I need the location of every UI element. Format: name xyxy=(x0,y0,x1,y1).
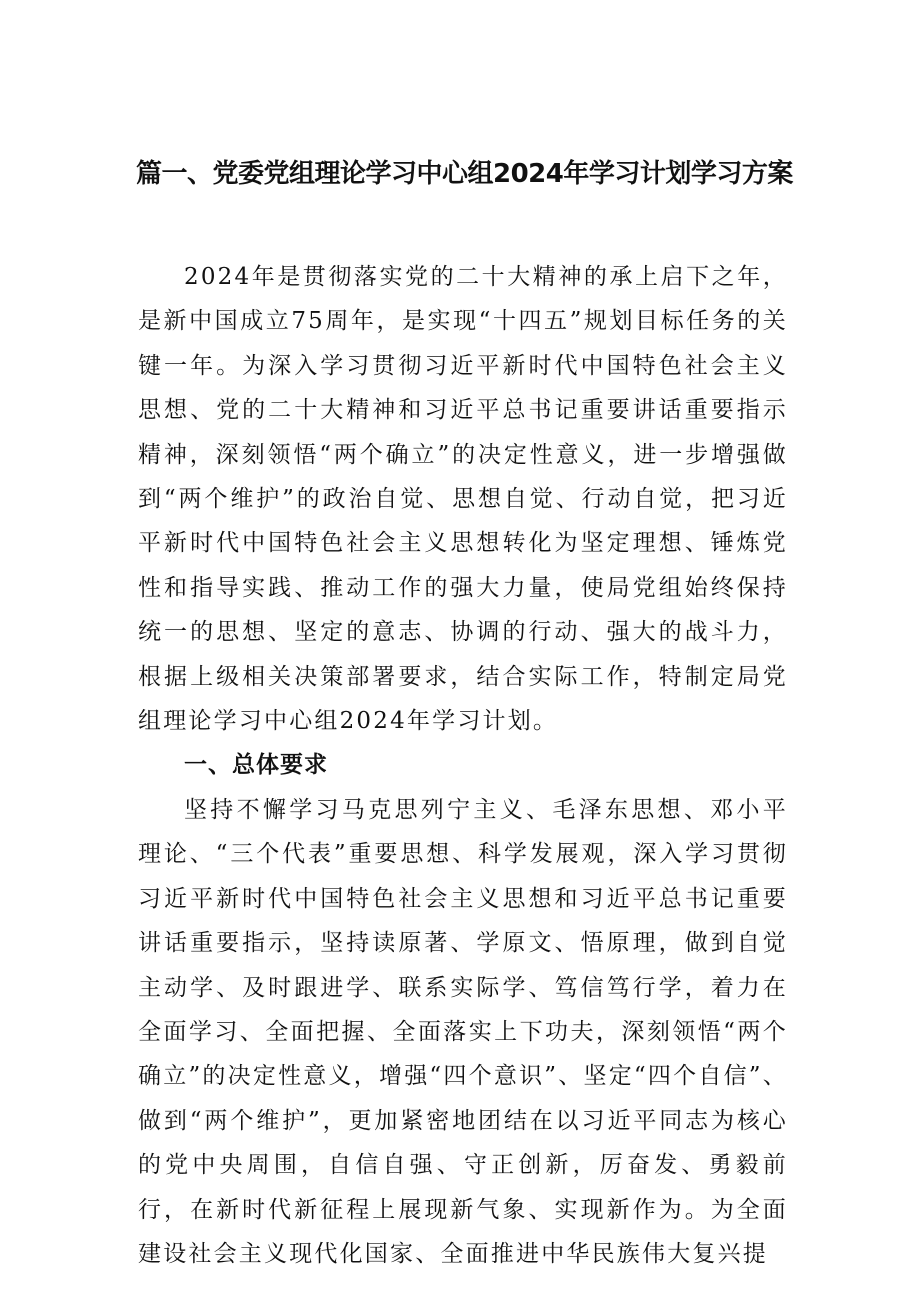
section-heading: 一、总体要求 xyxy=(184,752,328,779)
section-paragraph: 坚持不懈学习马克思列宁主义、毛泽东思想、邓小平理论、“三个代表”重要思想、科学发展观，深入学习贯彻习近平新时代中国特色社会主义思想和习近平总书记重要讲话重要指示，坚持读原著、学原文、悟原理，做到自觉主动学、及时跟进学、联系实际学、笃信笃行学，着力在全面学习、全面把握、全面落实上下功夫，深刻领悟“两个确立”的决定性意义，增强“四个意识”、坚定“四个自信”、做到“两个维护”，更加紧密地团结在以习近平同志为核心的党中央周围，自信自强、守正创新，厉奋发、勇毅前行，在新时代新征程上展现新气象、实现新作为。为全面建设社会主义现代化国家、全面推进中华民族伟大复兴提 xyxy=(138,796,788,1267)
intro-paragraph: 2024年是贯彻落实党的二十大精神的承上启下之年，是新中国成立75周年，是实现“十四五”规划目标任务的关键一年。为深入学习贯彻习近平新时代中国特色社会主义思想、党的二十大精神和习近平总书记重要讲话重要指示精神，深刻领悟“两个确立”的决定性意义，进一步增强做到“两个维护”的政治自觉、思想自觉、行动自觉，把习近平新时代中国特色社会主义思想转化为坚定理想、锤炼党性和指导实践、推动工作的强大力量，使局党组始终保持统一的思想、坚定的意志、协调的行动、强大的战斗力，根据上级相关决策部署要求，结合实际工作，特制定局党组理论学习中心组2024年学习计划。 xyxy=(138,264,788,735)
document-body xyxy=(138,255,788,1276)
document-title: 篇一、党委党组理论学习中心组2024年学习计划学习方案 xyxy=(136,159,793,189)
